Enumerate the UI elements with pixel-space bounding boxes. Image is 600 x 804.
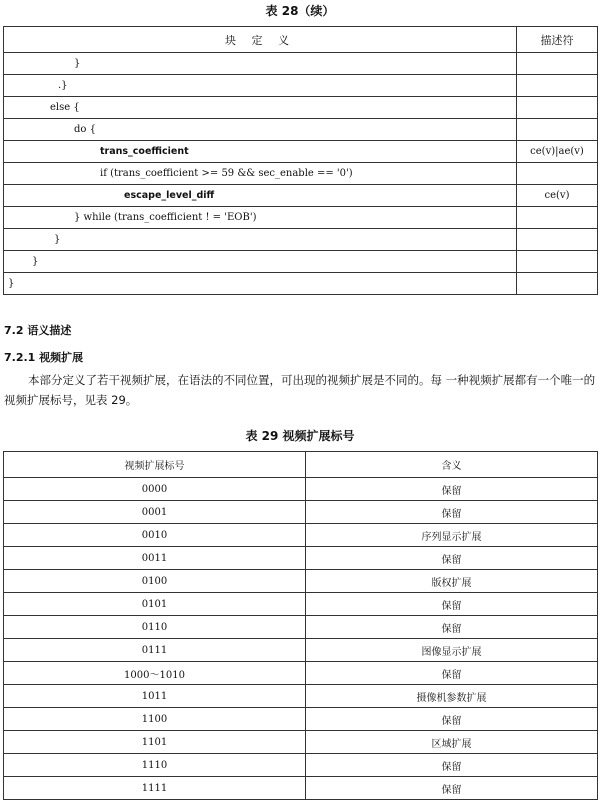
table29-caption: 表 29 视频扩展标号 <box>245 429 355 443</box>
table29-header-code: 视频扩展标号 <box>4 452 306 478</box>
table29-row <box>4 754 598 777</box>
descriptor-cell <box>517 273 598 295</box>
extension-meaning-cell: 保留 <box>306 547 598 570</box>
extension-code-cell: 0011 <box>4 547 306 570</box>
syntax-cell <box>4 119 517 141</box>
syntax-text: if (trans_coefficient >= 59 && sec_enable == '0') <box>100 168 353 179</box>
extension-meaning-cell: 保留 <box>306 501 598 524</box>
table-28 <box>3 26 598 295</box>
extension-code-cell: 0111 <box>4 639 306 662</box>
syntax-cell <box>4 53 517 75</box>
syntax-cell <box>4 273 517 295</box>
extension-meaning-cell: 图像显示扩展 <box>306 639 598 662</box>
table28-row <box>4 273 598 295</box>
extension-code-cell: 1011 <box>4 685 306 708</box>
extension-code-cell: 0010 <box>4 524 306 547</box>
syntax-cell <box>4 207 517 229</box>
table29-row <box>4 616 598 639</box>
descriptor-cell <box>517 75 598 97</box>
extension-code-cell: 0100 <box>4 570 306 593</box>
extension-meaning-cell: 保留 <box>306 616 598 639</box>
descriptor-cell <box>517 97 598 119</box>
extension-meaning-cell: 保留 <box>306 777 598 800</box>
table29-header-row <box>4 452 598 478</box>
extension-meaning-cell: 保留 <box>306 593 598 616</box>
descriptor-cell <box>517 251 598 273</box>
extension-code-cell: 0001 <box>4 501 306 524</box>
syntax-text: } <box>54 234 61 245</box>
table28-row <box>4 207 598 229</box>
extension-code-cell: 0110 <box>4 616 306 639</box>
descriptor-cell: ce(v)|ae(v) <box>517 141 598 163</box>
syntax-cell <box>4 141 517 163</box>
syntax-cell <box>4 251 517 273</box>
extension-code-cell: 0101 <box>4 593 306 616</box>
extension-code-cell: 1111 <box>4 777 306 800</box>
descriptor-cell <box>517 207 598 229</box>
table29-row <box>4 547 598 570</box>
syntax-cell <box>4 163 517 185</box>
table28-row <box>4 97 598 119</box>
extension-code-cell: 1110 <box>4 754 306 777</box>
syntax-cell <box>4 185 517 207</box>
descriptor-cell <box>517 229 598 251</box>
table28-row <box>4 229 598 251</box>
extension-meaning-cell: 版权扩展 <box>306 570 598 593</box>
syntax-text: } <box>8 278 15 289</box>
table29-row <box>4 639 598 662</box>
syntax-text: else { <box>50 102 80 113</box>
table29-row <box>4 593 598 616</box>
table29-header-meaning: 含义 <box>306 452 598 478</box>
table28-row <box>4 251 598 273</box>
extension-meaning-cell: 保留 <box>306 754 598 777</box>
extension-code-cell: 1101 <box>4 731 306 754</box>
table29-row <box>4 662 598 685</box>
section-heading-7-2: 7.2 语义描述 <box>4 324 72 337</box>
table28-caption: 表 28（续） <box>265 4 335 18</box>
table29-row <box>4 478 598 501</box>
extension-meaning-cell: 保留 <box>306 708 598 731</box>
table29-row <box>4 708 598 731</box>
table28-row <box>4 75 598 97</box>
table-29 <box>3 451 598 800</box>
table29-row <box>4 777 598 800</box>
section-paragraph: 本部分定义了若干视频扩展，在语法的不同位置，可出现的视频扩展是不同的。每 一种视频扩展都有一个唯一的视频扩展标号，见表 29。 <box>4 373 596 407</box>
syntax-text: do { <box>74 124 96 135</box>
extension-code-cell: 1100 <box>4 708 306 731</box>
table29-row <box>4 570 598 593</box>
descriptor-cell <box>517 119 598 141</box>
table28-row <box>4 119 598 141</box>
descriptor-cell: ce(v) <box>517 185 598 207</box>
extension-code-cell: 1000～1010 <box>4 662 306 685</box>
section-heading-7-2-1: 7.2.1 视频扩展 <box>4 351 84 364</box>
descriptor-cell <box>517 163 598 185</box>
syntax-cell <box>4 97 517 119</box>
table28-row <box>4 141 598 163</box>
table29-row <box>4 685 598 708</box>
syntax-text: trans_coefficient <box>100 146 189 157</box>
extension-meaning-cell: 保留 <box>306 662 598 685</box>
table28-header-definition: 块 定 义 <box>4 27 517 53</box>
syntax-text: escape_level_diff <box>124 190 215 201</box>
table29-row <box>4 731 598 754</box>
extension-meaning-cell: 保留 <box>306 478 598 501</box>
table29-row <box>4 524 598 547</box>
table29-row <box>4 501 598 524</box>
extension-meaning-cell: 区域扩展 <box>306 731 598 754</box>
extension-code-cell: 0000 <box>4 478 306 501</box>
table28-header-descriptor: 描述符 <box>517 27 598 53</box>
syntax-cell <box>4 229 517 251</box>
syntax-text: } <box>32 256 39 267</box>
table28-header-row <box>4 27 598 53</box>
syntax-cell <box>4 75 517 97</box>
extension-meaning-cell: 摄像机参数扩展 <box>306 685 598 708</box>
extension-meaning-cell: 序列显示扩展 <box>306 524 598 547</box>
syntax-text: } while (trans_coefficient ! = 'EOB') <box>74 212 257 223</box>
syntax-text: } <box>74 58 81 69</box>
descriptor-cell <box>517 53 598 75</box>
table28-row <box>4 185 598 207</box>
table28-row <box>4 163 598 185</box>
syntax-text: .} <box>58 80 68 91</box>
table28-row <box>4 53 598 75</box>
